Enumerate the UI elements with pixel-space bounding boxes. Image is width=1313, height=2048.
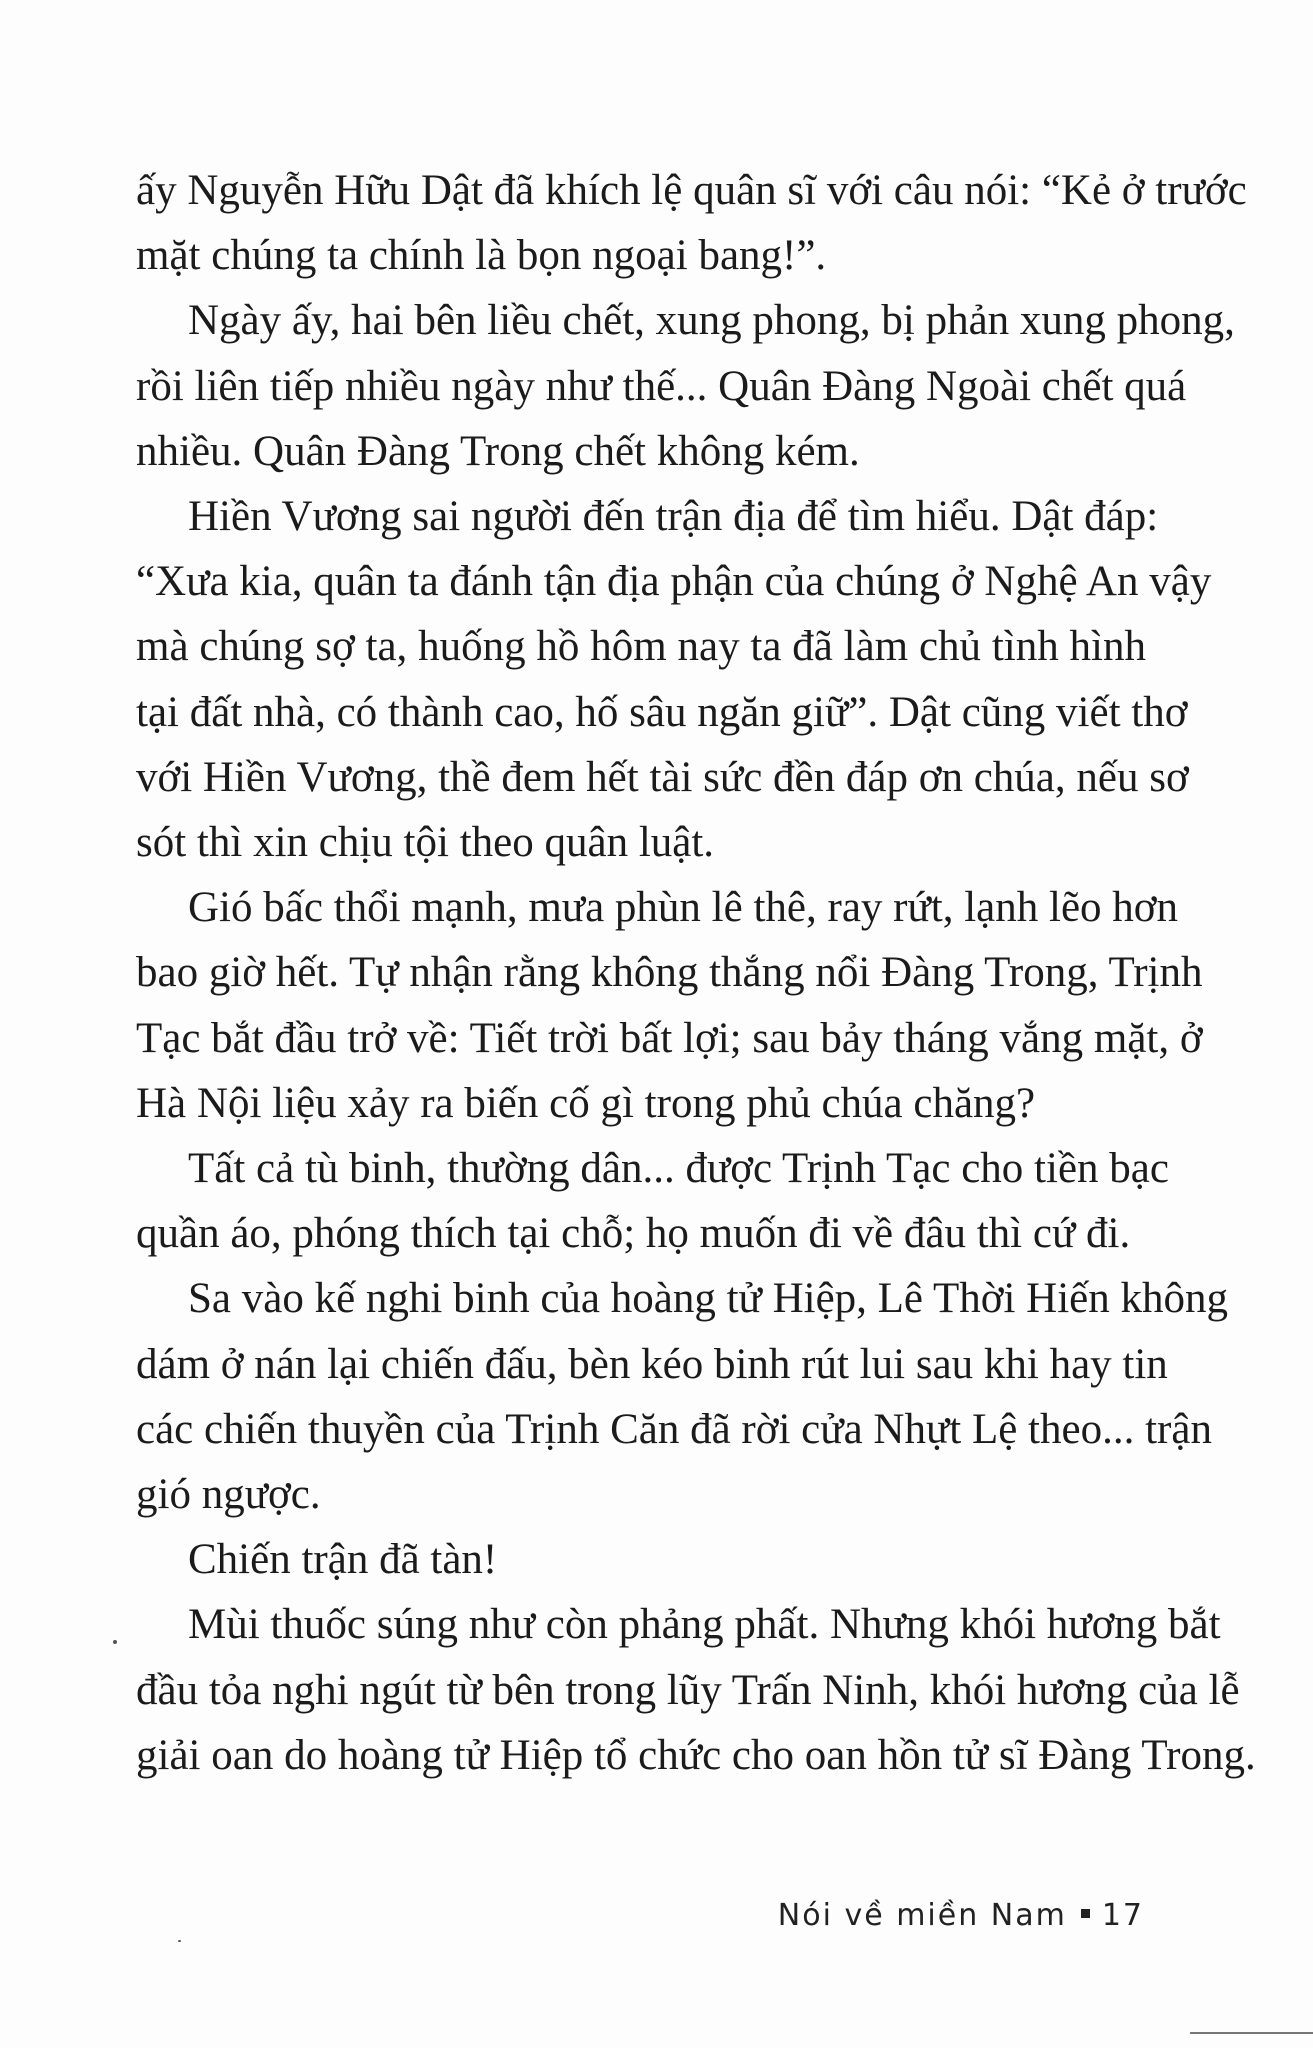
paragraph xyxy=(136,1136,1169,1266)
text-line: dám ở nán lại chiến đấu, bèn kéo binh rút lui sau khi hay tin xyxy=(136,1340,1168,1388)
text-line: các chiến thuyền của Trịnh Căn đã rời cửa Nhựt Lệ theo... trận xyxy=(136,1405,1212,1453)
text-line: tại đất nhà, có thành cao, hố sâu ngăn giữ”. Dật cũng viết thơ xyxy=(136,688,1188,736)
scan-speck xyxy=(178,1940,181,1942)
paragraph xyxy=(136,158,1247,288)
text-line: Sa vào kế nghi binh của hoàng tử Hiệp, Lê Thời Hiến không xyxy=(188,1275,1229,1323)
text-line: Gió bấc thổi mạnh, mưa phùn lê thê, ray rứt, lạnh lẽo hơn xyxy=(188,884,1179,932)
paragraph xyxy=(136,1266,1229,1527)
text-line: mặt chúng ta chính là bọn ngoại bang!”. xyxy=(136,232,827,280)
text-line: Hà Nội liệu xảy ra biến cố gì trong phủ chúa chăng? xyxy=(136,1079,1036,1127)
paragraph xyxy=(136,1592,1256,1788)
text-line: với Hiền Vương, thề đem hết tài sức đền đáp ơn chúa, nếu sơ xyxy=(136,753,1189,801)
body-text xyxy=(136,158,1256,1788)
paragraph xyxy=(136,875,1203,1136)
text-line: nhiều. Quân Đàng Trong chết không kém. xyxy=(136,427,860,475)
text-line: gió ngược. xyxy=(136,1471,321,1519)
paragraph xyxy=(136,1527,1146,1592)
text-line: mà chúng sợ ta, huống hồ hôm nay ta đã làm chủ tình hình xyxy=(136,623,1146,671)
text-line: Chiến trận đã tàn! xyxy=(188,1536,498,1584)
running-title: Nói về miền Nam xyxy=(777,1898,1067,1933)
scan-speck xyxy=(113,1640,117,1644)
scan-edge-line xyxy=(1190,2032,1313,2034)
text-line: đầu tỏa nghi ngút từ bên trong lũy Trấn Ninh, khói hương của lễ xyxy=(136,1666,1240,1714)
text-line: Tạc bắt đầu trở về: Tiết trời bất lợi; sau bảy tháng vắng mặt, ở xyxy=(136,1014,1203,1062)
text-line: Tất cả tù binh, thường dân... được Trịnh Tạc cho tiền bạc xyxy=(188,1145,1169,1193)
text-line: rồi liên tiếp nhiều ngày như thế... Quân Đàng Ngoài chết quá xyxy=(136,362,1187,410)
text-line: ấy Nguyễn Hữu Dật đã khích lệ quân sĩ với câu nói: “Kẻ ở trước xyxy=(136,167,1247,214)
text-line: Hiền Vương sai người đến trận địa để tìm hiểu. Dật đáp: xyxy=(188,493,1159,541)
page-footer xyxy=(700,1898,1144,1933)
text-line: “Xưa kia, quân ta đánh tận địa phận của chúng ở Nghệ An vậy xyxy=(136,558,1212,606)
paragraph xyxy=(136,484,1212,875)
page-number: 17 xyxy=(1101,1898,1144,1933)
text-line: Mùi thuốc súng như còn phảng phất. Nhưng khói hương bắt xyxy=(188,1601,1221,1649)
text-line: Ngày ấy, hai bên liều chết, xung phong, bị phản xung phong, xyxy=(188,297,1235,345)
paragraph xyxy=(136,288,1235,484)
text-line: quần áo, phóng thích tại chỗ; họ muốn đi về đâu thì cứ đi. xyxy=(136,1210,1131,1258)
bullet-separator xyxy=(1081,1909,1090,1918)
text-line: giải oan do hoàng tử Hiệp tổ chức cho oan hồn tử sĩ Đàng Trong. xyxy=(136,1731,1256,1779)
text-line: sót thì xin chịu tội theo quân luật. xyxy=(136,819,715,867)
text-line: bao giờ hết. Tự nhận rằng không thắng nổi Đàng Trong, Trịnh xyxy=(136,949,1203,997)
